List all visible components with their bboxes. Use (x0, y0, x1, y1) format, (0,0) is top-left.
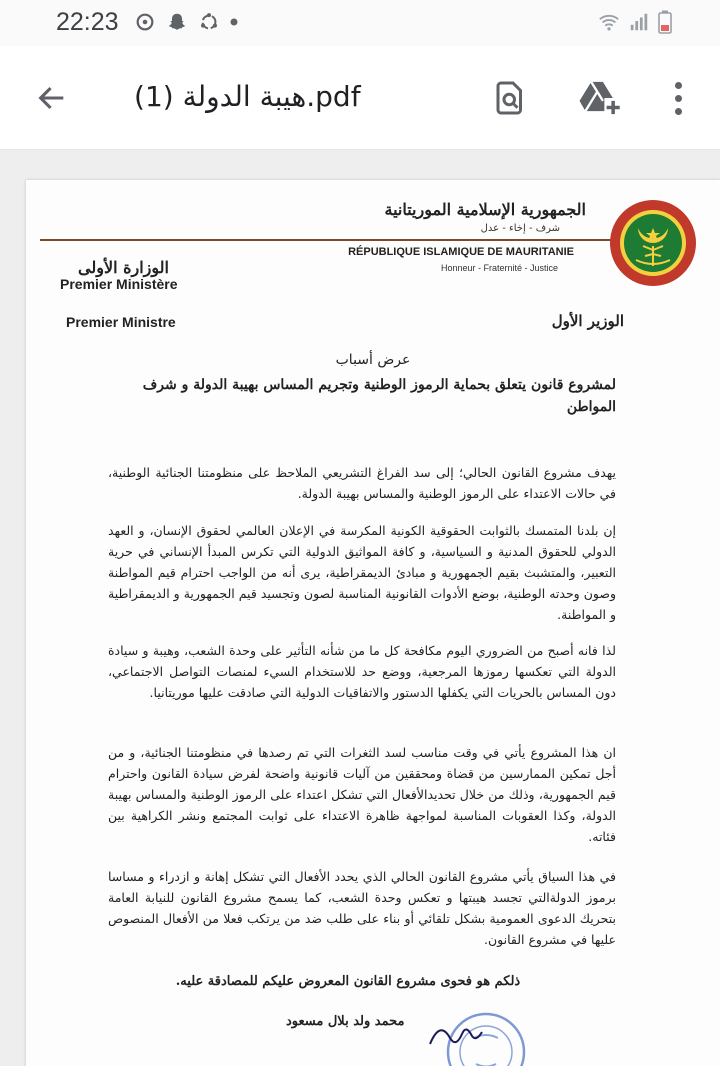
document-title: هيبة الدولة (1).pdf (134, 80, 361, 113)
national-seal-icon (608, 198, 698, 288)
header-motto-arabic: شرف - إخاء - عدل (480, 223, 560, 234)
add-to-drive-icon (578, 79, 622, 117)
header-republic-arabic: الجمهورية الإسلامية الموريتانية (384, 200, 586, 219)
pdf-viewer[interactable] (0, 150, 720, 1066)
find-in-document-icon (492, 80, 528, 116)
minister-arabic: الوزير الأول (551, 312, 624, 330)
status-time: 22:23 (56, 8, 119, 36)
header-divider (40, 239, 620, 241)
signal-icon (628, 11, 650, 33)
closing-sentence: ذلكم هو فحوى مشروع القانون المعروض عليكم للمصادقة عليه. (175, 974, 521, 989)
back-arrow-icon (35, 81, 69, 115)
wifi-icon (598, 11, 620, 33)
battery-icon (658, 10, 672, 34)
add-to-drive-button[interactable] (574, 74, 626, 122)
more-options-button[interactable] (660, 74, 696, 122)
find-in-document-button[interactable] (486, 74, 534, 122)
status-bar (0, 0, 720, 46)
subject-heading: عرض أسباب (335, 352, 411, 368)
notification-dot-icon (230, 18, 238, 26)
snapchat-icon (166, 11, 188, 33)
subject-title: لمشروع قانون يتعلق بحماية الرموز الوطنية وتجريم المساس بهيبة الدولة و شرف المواطن (142, 377, 616, 415)
back-button[interactable] (30, 76, 74, 120)
more-options-icon-dot (675, 95, 682, 102)
sync-icon (198, 11, 220, 33)
paragraph-5: في هذا السياق يأتي مشروع القانون الحالي الذي يحدد الأفعال التي تشكل إهانة و ازدراء و مساسا برموز الدولةالتي تجسد هيبتها و تعكس وحدة الشعب، كما يسمح مشروع القانون للنيابة العامة بتحريك الدعوى العمومية بشكل تلقائي أو بناء على طلب ضد من يرتكب فعلا من الأفعال المنصوص عليها في مشروع القانون. (108, 869, 616, 947)
ministry-arabic: الوزارة الأولى (78, 258, 169, 277)
header-republic-french: RÉPUBLIQUE ISLAMIQUE DE MAURITANIE (348, 246, 574, 258)
paragraph-4: ان هذا المشروع يأتي في وقت مناسب لسد الثغرات التي تم رصدها في منظومتنا الجنائية، و من أجل تمكين الممارسين من قضاة ومحققين من آليات قانونية واضحة لفرض سيادة القانون واحترام قيم الجمهورية، وذلك من خلال تحديدالأفعال التي تشكل اعتداء على الرموز الوطنية والمساس بهيبة الدولة، وكذا العقوبات المناسبة لمواجهة ظاهرة الاعتداء على ثوابت المجتمع ونشر الكراهية بين فئاته. (108, 745, 616, 844)
app-bar (0, 46, 720, 150)
ministry-french: Premier Ministère (60, 276, 178, 292)
silent-mode-icon (134, 11, 156, 33)
status-notification-icons (134, 11, 238, 33)
header-motto-french: Honneur - Fraternité - Justice (440, 263, 558, 273)
more-options-icon-dot (675, 108, 682, 115)
status-system-icons (598, 10, 672, 34)
paragraph-3: لذا فانه أصبح من الضروري اليوم مكافحة كل ما من شأنه التأثير على وحدة الشعب، وهيبة و سيادة الدولة التي تعكسها رموزها المرجعية، ووضع حد للاستخدام السيء لمنصات التواصل الاجتماعي، دون المساس بالحريات التي يكفلها الدستور والاتفاقيات الدولية التي صادقت عليها موريتانيا. (108, 643, 616, 700)
more-options-icon (675, 82, 682, 89)
paragraph-1: يهدف مشروع القانون الحالي؛ إلى سد الفراغ التشريعي الملاحظ على منظومتنا الجنائية الوطنية، في حالات الاعتداء على الرموز الوطنية والمساس بهيبة الدولة. (108, 465, 616, 501)
signatory-name: محمد ولد بلال مسعود (286, 1014, 405, 1029)
pdf-page (26, 180, 720, 1066)
handwritten-signature-icon (426, 1014, 486, 1054)
paragraph-2: إن بلدنا المتمسك بالثوابت الحقوقية الكونية المكرسة في الإعلان العالمي لحقوق الإنسان، و العهد الدولي للحقوق المدنية و السياسية، و كافة المواثيق الدولية التي تكرس المبدأ الإنساني في حرية التعبير، والمتشبث بقيم الجمهورية و مبادئ الديمقراطية، يرى أنه من الواجب احترام قيم المواطنة وصون وحدته الوطنية، بوضع الأدوات القانونية المناسبة لصون وتجسيد قيم الجمهورية و الديمقراطية و المواطنة. (108, 523, 616, 622)
minister-french: Premier Ministre (66, 314, 176, 330)
